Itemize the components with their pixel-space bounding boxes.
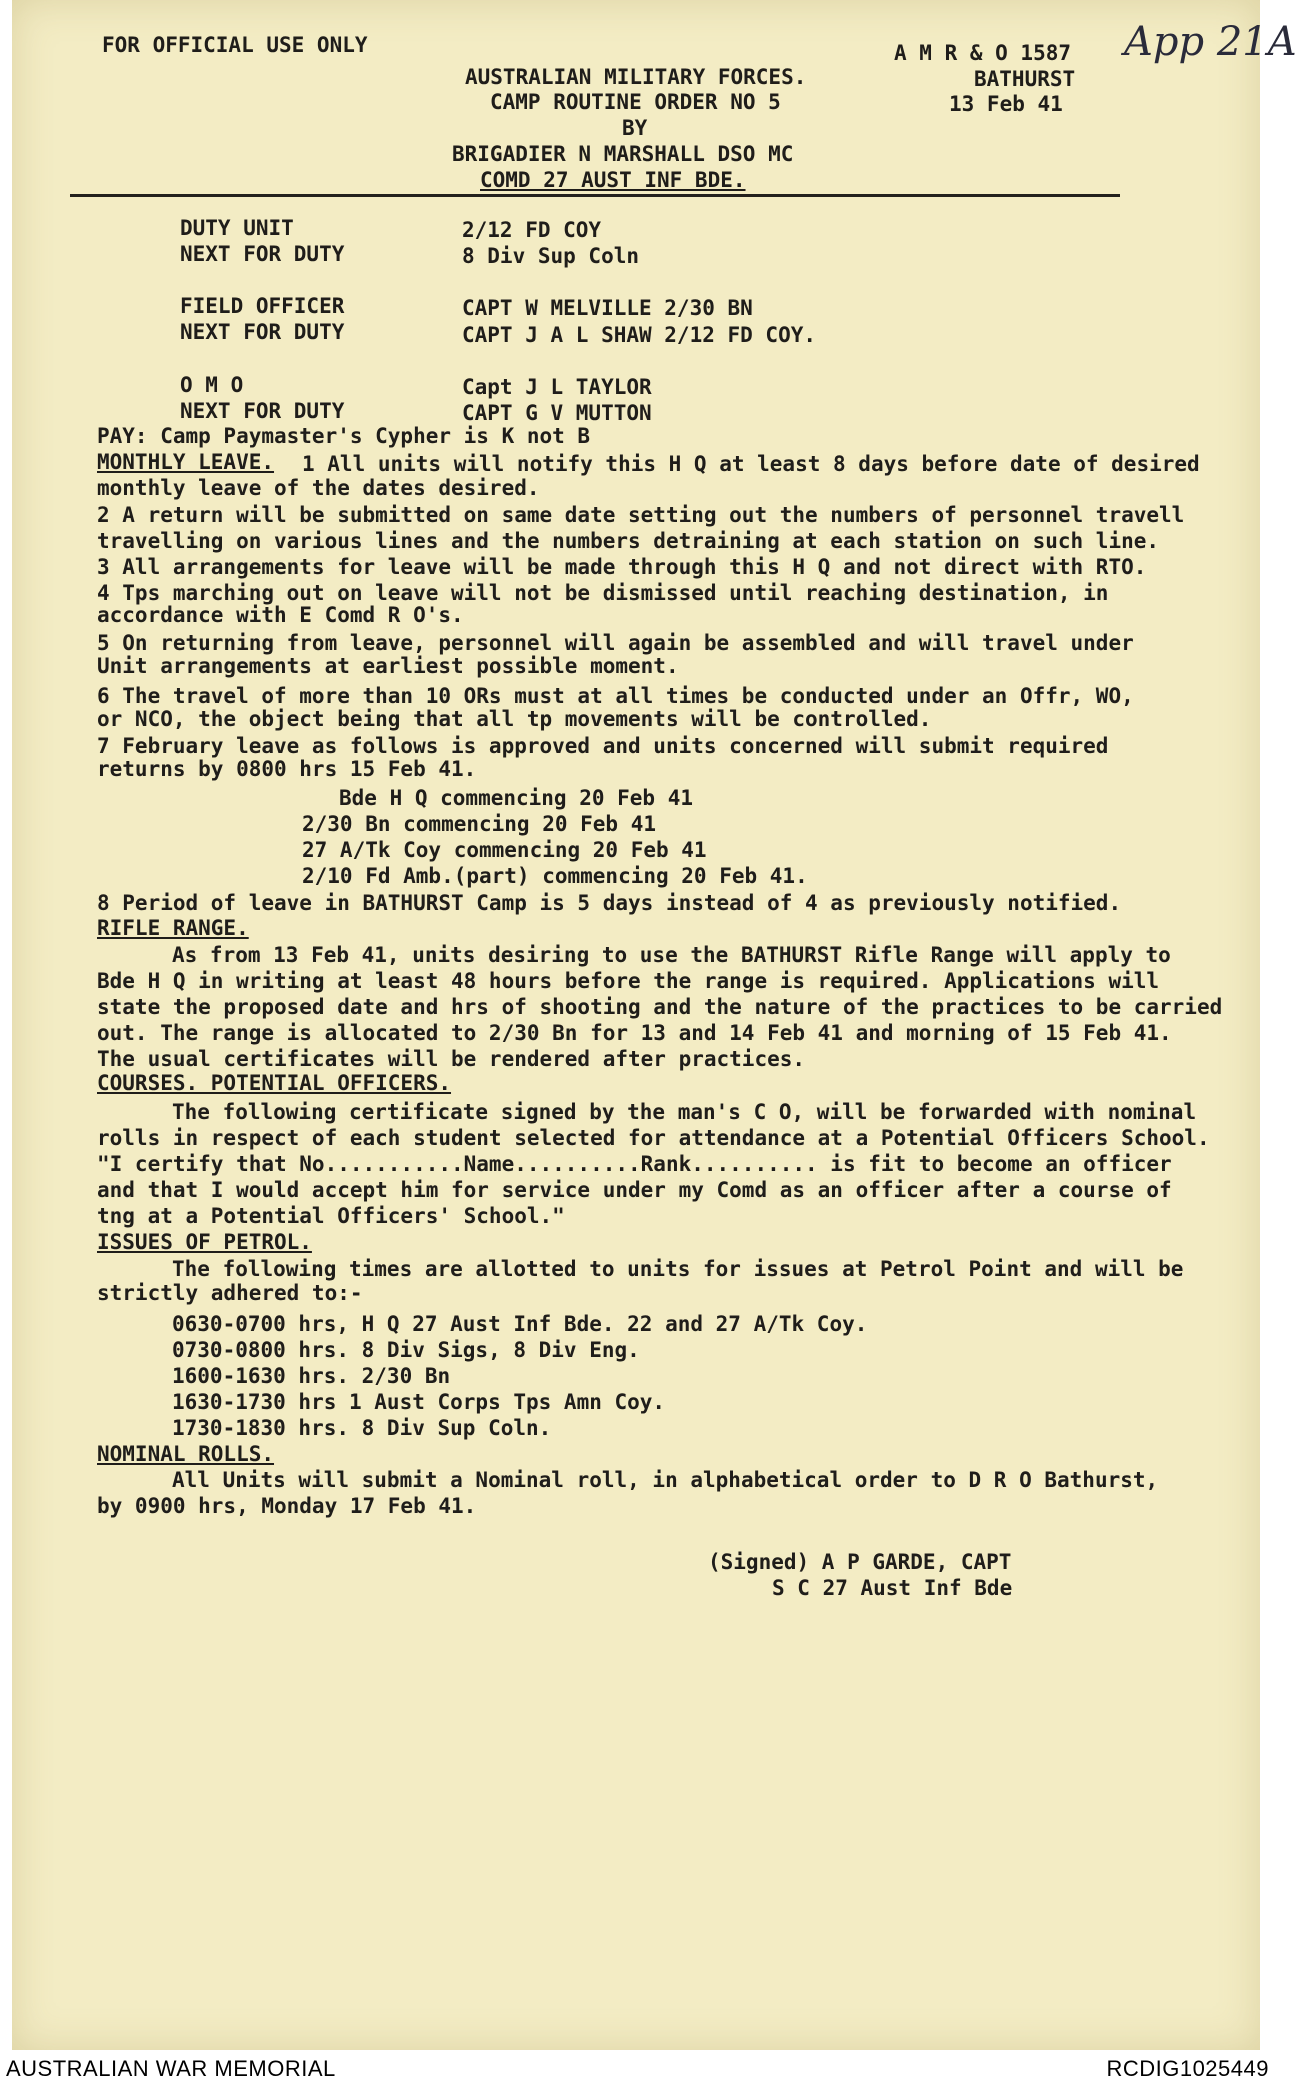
header-rule bbox=[70, 194, 1120, 197]
body-line: by 0900 hrs, Monday 17 Feb 41. bbox=[97, 1494, 477, 1518]
duty-value: 8 Div Sup Coln bbox=[462, 244, 640, 268]
footer-bar bbox=[0, 2050, 1279, 2082]
duty-label: DUTY UNIT bbox=[180, 216, 294, 240]
duty-label: NEXT FOR DUTY bbox=[180, 399, 345, 423]
body-line: 1 All units will notify this H Q at least 8 days before date of desired bbox=[302, 452, 1200, 476]
petrol-time-line: 1630-1730 hrs 1 Aust Corps Tps Amn Coy. bbox=[172, 1390, 666, 1414]
body-line: 8 Period of leave in BATHURST Camp is 5 days instead of 4 as previously notified. bbox=[97, 891, 1122, 915]
nominal-rolls-heading: NOMINAL ROLLS. bbox=[97, 1442, 275, 1466]
official-use-label: FOR OFFICIAL USE ONLY bbox=[102, 33, 368, 57]
petrol-time-line: 0630-0700 hrs, H Q 27 Aust Inf Bde. 22 and 27 A/Tk Coy. bbox=[172, 1312, 868, 1336]
petrol-time-line: 0730-0800 hrs. 8 Div Sigs, 8 Div Eng. bbox=[172, 1338, 640, 1362]
signature-title: S C 27 Aust Inf Bde bbox=[772, 1576, 1013, 1600]
petrol-heading: ISSUES OF PETROL. bbox=[97, 1230, 312, 1254]
body-line: 5 On returning from leave, personnel will again be assembled and will travel under bbox=[97, 631, 1134, 655]
body-line: out. The range is allocated to 2/30 Bn for 13 and 14 Feb 41 and morning of 15 Feb 41. bbox=[97, 1021, 1172, 1045]
petrol-time-line: 1730-1830 hrs. 8 Div Sup Coln. bbox=[172, 1416, 552, 1440]
body-line: or NCO, the object being that all tp movements will be controlled. bbox=[97, 707, 932, 731]
leave-schedule-line: 2/10 Fd Amb.(part) commencing 20 Feb 41. bbox=[302, 864, 808, 888]
brigadier-line: BRIGADIER N MARSHALL DSO MC bbox=[452, 142, 794, 166]
body-line: 7 February leave as follows is approved and units concerned will submit required bbox=[97, 734, 1109, 758]
footer-institution: AUSTRALIAN WAR MEMORIAL bbox=[6, 2056, 336, 2081]
signature-line: (Signed) A P GARDE, CAPT bbox=[708, 1550, 1012, 1574]
body-line: The following certificate signed by the man's C O, will be forwarded with nominal bbox=[172, 1100, 1197, 1124]
document-page bbox=[12, 0, 1297, 2050]
duty-value: CAPT J A L SHAW 2/12 FD COY. bbox=[462, 323, 817, 347]
body-line: Bde H Q in writing at least 48 hours before the range is required. Applications will bbox=[97, 969, 1160, 993]
rifle-range-heading: RIFLE RANGE. bbox=[97, 916, 249, 940]
ref-number: A M R & O 1587 bbox=[894, 41, 1072, 65]
duty-value: CAPT G V MUTTON bbox=[462, 401, 652, 425]
body-line: As from 13 Feb 41, units desiring to use the BATHURST Rifle Range will apply to bbox=[172, 943, 1171, 967]
duty-label: NEXT FOR DUTY bbox=[180, 242, 345, 266]
duty-value: Capt J L TAYLOR bbox=[462, 375, 652, 399]
duty-label: O M O bbox=[180, 373, 244, 397]
courses-heading: COURSES. POTENTIAL OFFICERS. bbox=[97, 1071, 452, 1095]
body-line: state the proposed date and hrs of shooting and the nature of the practices to be carried bbox=[97, 995, 1223, 1019]
body-line: tng at a Potential Officers' School." bbox=[97, 1204, 565, 1228]
monthly-leave-heading: MONTHLY LEAVE. bbox=[97, 450, 275, 474]
body-line: and that I would accept him for service under my Comd as an officer after a course of bbox=[97, 1178, 1172, 1202]
body-line: "I certify that No...........Name..........Rank.......... is fit to become an officer bbox=[97, 1152, 1172, 1176]
by-label: BY bbox=[622, 116, 648, 140]
petrol-time-line: 1600-1630 hrs. 2/30 Bn bbox=[172, 1364, 451, 1388]
body-line: The usual certificates will be rendered after practices. bbox=[97, 1047, 806, 1071]
body-line: Unit arrangements at earliest possible moment. bbox=[97, 654, 679, 678]
handwritten-annotation: App 21A bbox=[1124, 19, 1297, 65]
body-line: returns by 0800 hrs 15 Feb 41. bbox=[97, 757, 477, 781]
pay-line: PAY: Camp Paymaster's Cypher is K not B bbox=[97, 424, 591, 448]
body-line: The following times are allotted to units for issues at Petrol Point and will be bbox=[172, 1257, 1184, 1281]
body-line: 2 A return will be submitted on same date setting out the numbers of personnel travell bbox=[97, 503, 1185, 527]
org-title: AUSTRALIAN MILITARY FORCES. bbox=[465, 65, 807, 89]
body-line: 6 The travel of more than 10 ORs must at all times be conducted under an Offr, WO, bbox=[97, 684, 1134, 708]
duty-value: 2/12 FD COY bbox=[462, 218, 602, 242]
body-line: strictly adhered to:- bbox=[97, 1281, 363, 1305]
leave-schedule-line: 2/30 Bn commencing 20 Feb 41 bbox=[302, 812, 657, 836]
duty-label: NEXT FOR DUTY bbox=[180, 320, 345, 344]
date: 13 Feb 41 bbox=[949, 92, 1063, 116]
body-line: All Units will submit a Nominal roll, in alphabetical order to D R O Bathurst, bbox=[172, 1468, 1159, 1492]
order-title: CAMP ROUTINE ORDER NO 5 bbox=[490, 90, 781, 114]
body-line: 3 All arrangements for leave will be made through this H Q and not direct with RTO. bbox=[97, 555, 1147, 579]
duty-label: FIELD OFFICER bbox=[180, 294, 345, 318]
leave-schedule-line: Bde H Q commencing 20 Feb 41 bbox=[339, 786, 694, 810]
body-line: travelling on various lines and the numbers detraining at each station on such line. bbox=[97, 529, 1160, 553]
body-line: monthly leave of the dates desired. bbox=[97, 476, 540, 500]
body-line: rolls in respect of each student selected for attendance at a Potential Officers School. bbox=[97, 1126, 1210, 1150]
duty-value: CAPT W MELVILLE 2/30 BN bbox=[462, 296, 753, 320]
body-line: accordance with E Comd R O's. bbox=[97, 603, 464, 627]
body-line: 4 Tps marching out on leave will not be dismissed until reaching destination, in bbox=[97, 581, 1109, 605]
footer-record-id: RCDIG1025449 bbox=[1106, 2056, 1269, 2081]
comd-line: COMD 27 AUST INF BDE. bbox=[480, 168, 746, 192]
place: BATHURST bbox=[974, 67, 1076, 91]
leave-schedule-line: 27 A/Tk Coy commencing 20 Feb 41 bbox=[302, 838, 707, 862]
